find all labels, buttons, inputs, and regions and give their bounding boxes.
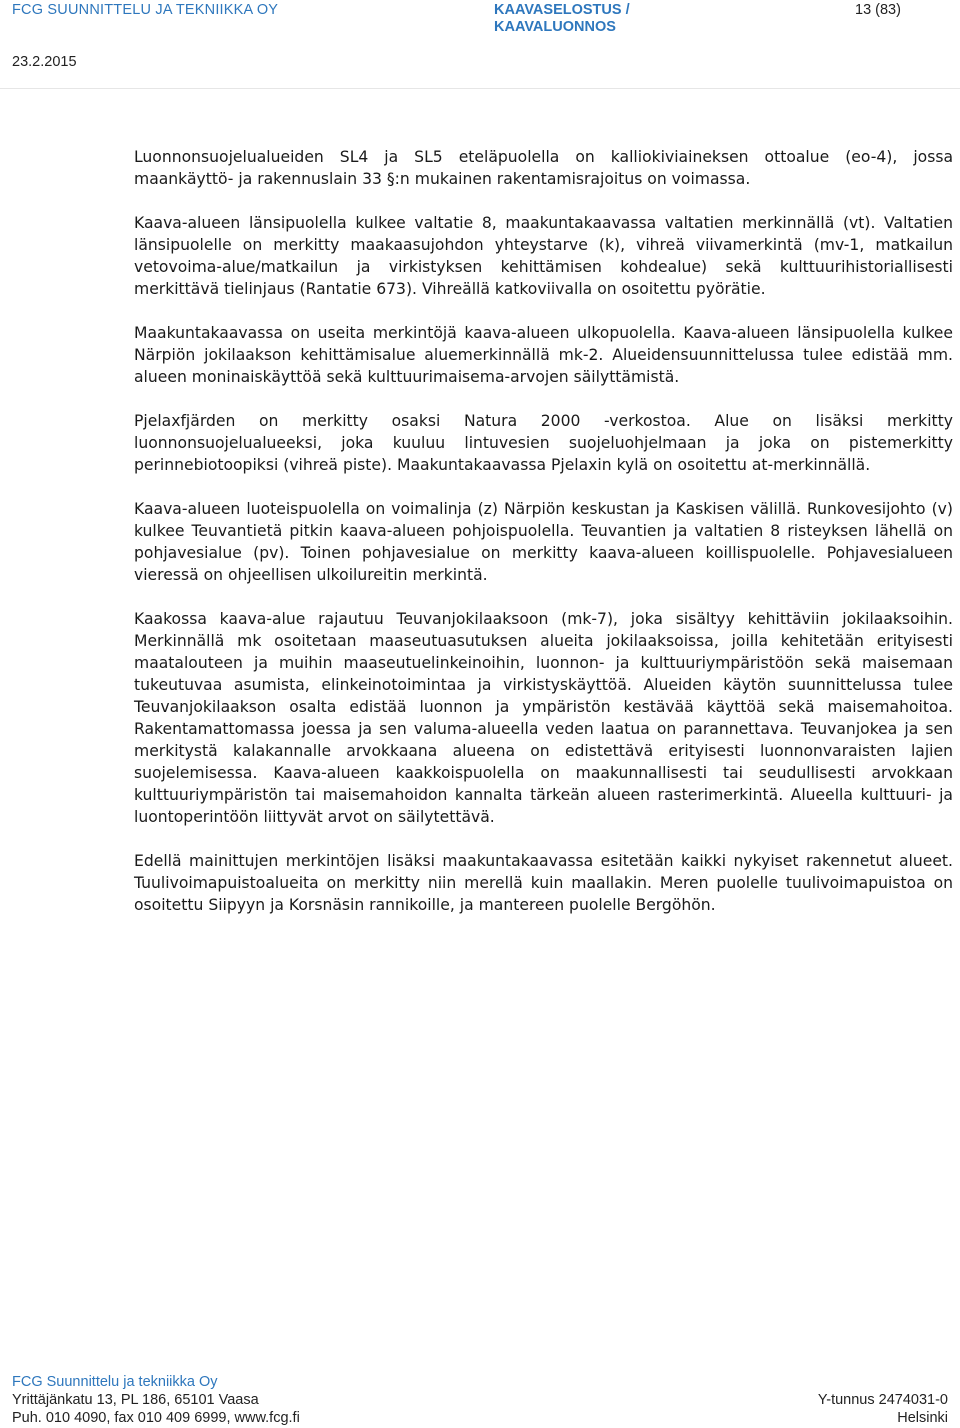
header-title-line1: KAAVASELOSTUS /: [494, 2, 630, 18]
document-date: 23.2.2015: [12, 54, 77, 70]
header-divider: [0, 88, 960, 89]
footer-address: Yrittäjänkatu 13, PL 186, 65101 Vaasa: [12, 1392, 259, 1408]
footer-business-id: Y-tunnus 2474031-0: [817, 1392, 948, 1408]
footer-row-address: [12, 1391, 948, 1409]
header-company: FCG SUUNNITTELU JA TEKNIIKKA OY: [12, 2, 279, 18]
page-header: [0, 0, 960, 90]
footer-city: Helsinki: [897, 1410, 948, 1426]
paragraph-1: Luonnonsuojelualueiden SL4 ja SL5 eteläpuolella on kalliokiviaineksen ottoalue (eo-4), jossa maankäyttö- ja rakennuslain 33 §:n mukainen rakentamisrajoitus on voimassa.: [134, 148, 953, 188]
paragraph-6: Kaakossa kaava-alue rajautuu Teuvanjokilaaksoon (mk-7), joka sisältyy kehittäviin jokilaaksoihin. Merkinnällä mk osoitetaan maaseutuasutuksen alueita jokilaaksoissa, joilla kehitetään erityisesti maatalouteen ja muihin maaseutuelinkeinoihin, luonnon- ja kulttuuriympäristöön sekä maisemaan tukeutuvaa asumista, elinkeinotoimintaa ja virkistyskäyttöä. Alueiden käytön suunnittelussa tulee Teuvanjokilaakson osalta edistää luonnon ja ympäristön kestävää käyttöä sekä maisemahoitoa. Rakentamattomassa joessa ja sen valuma-alueella veden laatua on parannettava. Teuvanjokea ja sen merkitystä kalakannalle arvokkaana alueena on edistettävä erityisesti luonnonvaraisten lajien suojelemisessa. Kaava-alueen kaakkoispuolella on maakunnallisesti tai seudullisesti arvokkaan kulttuuriympäristön tai maisemahoidon kannalta tärkeän alueen rasterimerkintä. Alueella kulttuuri- ja luontoperintöön liittyvät arvot on säilytettävä.: [134, 610, 953, 826]
footer-row-contact: [12, 1409, 948, 1427]
paragraph-5: Kaava-alueen luoteispuolella on voimalinja (z) Närpiön keskustan ja Kaskisen välillä. Runkovesijohto (v) kulkee Teuvantietä pitkin kaava-alueen pohjoispuolella. Teuvantien ja valtatien 8 risteyksen lähellä on pohjavesialue (pv). Toinen pohjavesialue on merkitty kaava-alueen koillispuolelle. Pohjavesialueen vieressä on ohjeellisen ulkoilureitin merkintä.: [134, 500, 953, 584]
header-title-line2: KAAVALUONNOS: [494, 19, 616, 35]
footer-contact: Puh. 010 4090, fax 010 409 6999, www.fcg.fi: [12, 1410, 300, 1426]
paragraph-3: Maakuntakaavassa on useita merkintöjä kaava-alueen ulkopuolella. Kaava-alueen länsipuolella kulkee Närpiön jokilaakson kehittämisalue aluemerkinnällä mk-2. Alueidensuunnittelussa tulee edistää mm. alueen moninaiskäyttöä sekä kulttuurimaisema-arvojen säilyttämistä.: [134, 324, 953, 386]
footer-company: FCG Suunnittelu ja tekniikka Oy: [12, 1374, 218, 1390]
header-document-title: [494, 2, 630, 36]
document-body: [134, 146, 953, 938]
paragraph-4: Pjelaxfjärden on merkitty osaksi Natura 2000 -verkostoa. Alue on lisäksi merkitty luonnonsuojelualueeksi, joka kuuluu lintuvesien suojeluohjelmaan ja joka on pistemerkitty perinnebiotoopiksi (vihreä piste). Maakuntakaavassa Pjelaxin kylä on osoitettu at-merkinnällä.: [134, 412, 953, 474]
page-number: 13 (83): [855, 2, 901, 18]
paragraph-2: Kaava-alueen länsipuolella kulkee valtatie 8, maakuntakaavassa valtatien merkinnällä (vt). Valtatien länsipuolelle on merkitty maakaasujohdon yhteystarve (k), vihreä viivamerkintä (mv-1, matkailun vetovoima-alue/matkailun ja virkistyksen kehittämisen kohdealue) sekä kulttuurihistoriallisesti merkittävä tielinjaus (Rantatie 673). Vihreällä katkoviivalla on osoitettu pyörätie.: [134, 214, 953, 298]
page-footer: [12, 1373, 948, 1427]
paragraph-7: Edellä mainittujen merkintöjen lisäksi maakuntakaavassa esitetään kaikki nykyiset rakennetut alueet. Tuulivoimapuistoalueita on merkitty niin merellä kuin maallakin. Meren puolelle tuulivoimapuistoa on osoitettu Siipyyn ja Korsnäsin rannikoille, ja mantereen puolelle Bergöhön.: [134, 852, 953, 914]
